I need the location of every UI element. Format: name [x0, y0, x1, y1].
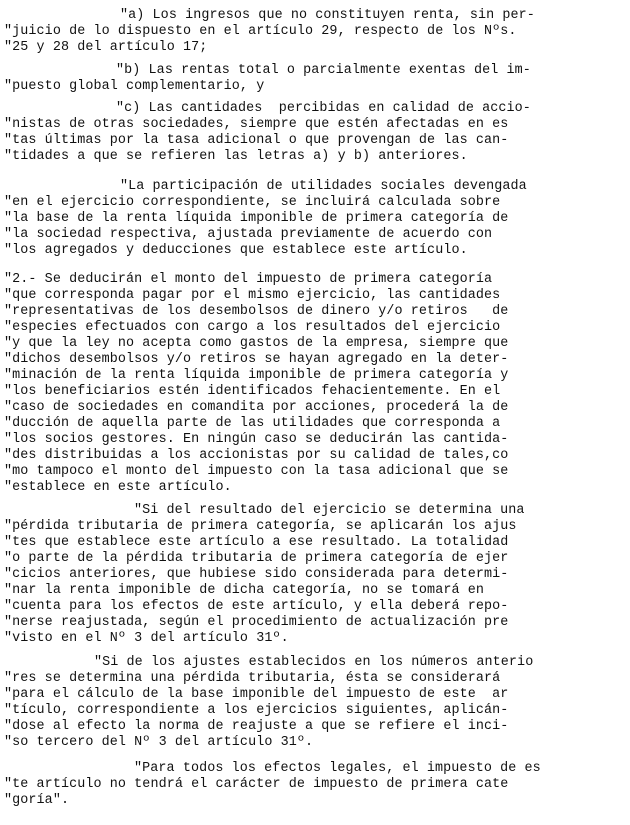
text-line: "caso de sociedades en comandita por acciones, procederá la de	[4, 400, 509, 415]
text-line: "tidades a que se refieren las letras a) y b) anteriores.	[4, 149, 468, 164]
text-line: "b) Las rentas total o parcialmente exentas del im-	[116, 63, 531, 78]
text-line: "res se determina una pérdida tributaria, ésta se considerará	[4, 671, 501, 686]
text-line: "que corresponda pagar por el mismo ejercicio, las cantidades	[4, 288, 501, 303]
text-line: "en el ejercicio correspondiente, se incluirá calculada sobre	[4, 195, 501, 210]
text-line: "para el cálculo de la base imponible del impuesto de este ar	[4, 687, 509, 702]
text-line: "nistas de otras sociedades, siempre que estén afectadas en es	[4, 117, 509, 132]
text-line: "La participación de utilidades sociales devengada	[120, 179, 527, 194]
text-line: "dichos desembolsos y/o retiros se hayan agregado en la deter-	[4, 352, 509, 367]
text-line: "nar la renta imponible de dicha categoría, no se tomará en	[4, 583, 485, 598]
text-line: "so tercero del Nº 3 del artículo 31º.	[4, 735, 314, 750]
text-line: "dose al efecto la norma de reajuste a que se refiere el inci-	[4, 719, 509, 734]
text-line: "nerse reajustada, según el procedimiento de actualización pre	[4, 615, 509, 630]
text-line: "ducción de aquella parte de las utilidades que corresponda a	[4, 416, 501, 431]
text-line: "Si del resultado del ejercicio se determina una	[134, 503, 525, 518]
text-line: "los beneficiarios estén identificados fehacientemente. En el	[4, 384, 501, 399]
text-line: "minación de la renta líquida imponible de primera categoría y	[4, 368, 509, 383]
text-line: "des distribuidas a los accionistas por su calidad de tales,co	[4, 448, 509, 463]
text-line: "cicios anteriores, que hubiese sido considerada para determi-	[4, 567, 509, 582]
text-line: "pérdida tributaria de primera categoría, se aplicarán los ajus	[4, 519, 517, 534]
text-line: "Si de los ajustes establecidos en los números anterio	[94, 655, 534, 670]
text-line: "puesto global complementario, y	[4, 79, 265, 94]
text-line: "o parte de la pérdida tributaria de primera categoría de ejer	[4, 551, 509, 566]
text-line: "los socios gestores. En ningún caso se deducirán las cantida-	[4, 432, 509, 447]
text-line: "mo tampoco el monto del impuesto con la tasa adicional que se	[4, 464, 509, 479]
text-line: "tes que establece este artículo a ese resultado. La totalidad	[4, 535, 509, 550]
text-line: "especies efectuados con cargo a los resultados del ejercicio	[4, 320, 501, 335]
text-line: "goría".	[4, 793, 70, 808]
text-line: "establece en este artículo.	[4, 480, 232, 495]
text-line: "la sociedad respectiva, ajustada previamente de acuerdo con	[4, 227, 493, 242]
text-line: "los agregados y deducciones que establece este artículo.	[4, 243, 468, 258]
text-line: "tículo, correspondiente a los ejercicios siguientes, aplicán-	[4, 703, 509, 718]
text-line: "cuenta para los efectos de este artículo, y ella deberá repo-	[4, 599, 509, 614]
text-line: "y que la ley no acepta como gastos de la empresa, siempre que	[4, 336, 509, 351]
text-line: "juicio de lo dispuesto en el artículo 29, respecto de los Nºs.	[4, 24, 517, 39]
text-line: "la base de la renta líquida imponible de primera categoría de	[4, 211, 509, 226]
text-line: "c) Las cantidades percibidas en calidad de accio-	[116, 101, 531, 116]
text-line: "tas últimas por la tasa adicional o que provengan de las can-	[4, 133, 509, 148]
text-line: "visto en el Nº 3 del artículo 31º.	[4, 631, 289, 646]
text-line: "2.- Se deducirán el monto del impuesto de primera categoría	[4, 272, 493, 287]
text-line: "a) Los ingresos que no constituyen renta, sin per-	[120, 8, 535, 23]
text-line: "te artículo no tendrá el carácter de impuesto de primera cate	[4, 777, 509, 792]
text-line: "25 y 28 del artículo 17;	[4, 40, 208, 55]
text-line: "Para todos los efectos legales, el impuesto de es	[134, 761, 541, 776]
text-line: "representativas de los desembolsos de dinero y/o retiros de	[4, 304, 509, 319]
